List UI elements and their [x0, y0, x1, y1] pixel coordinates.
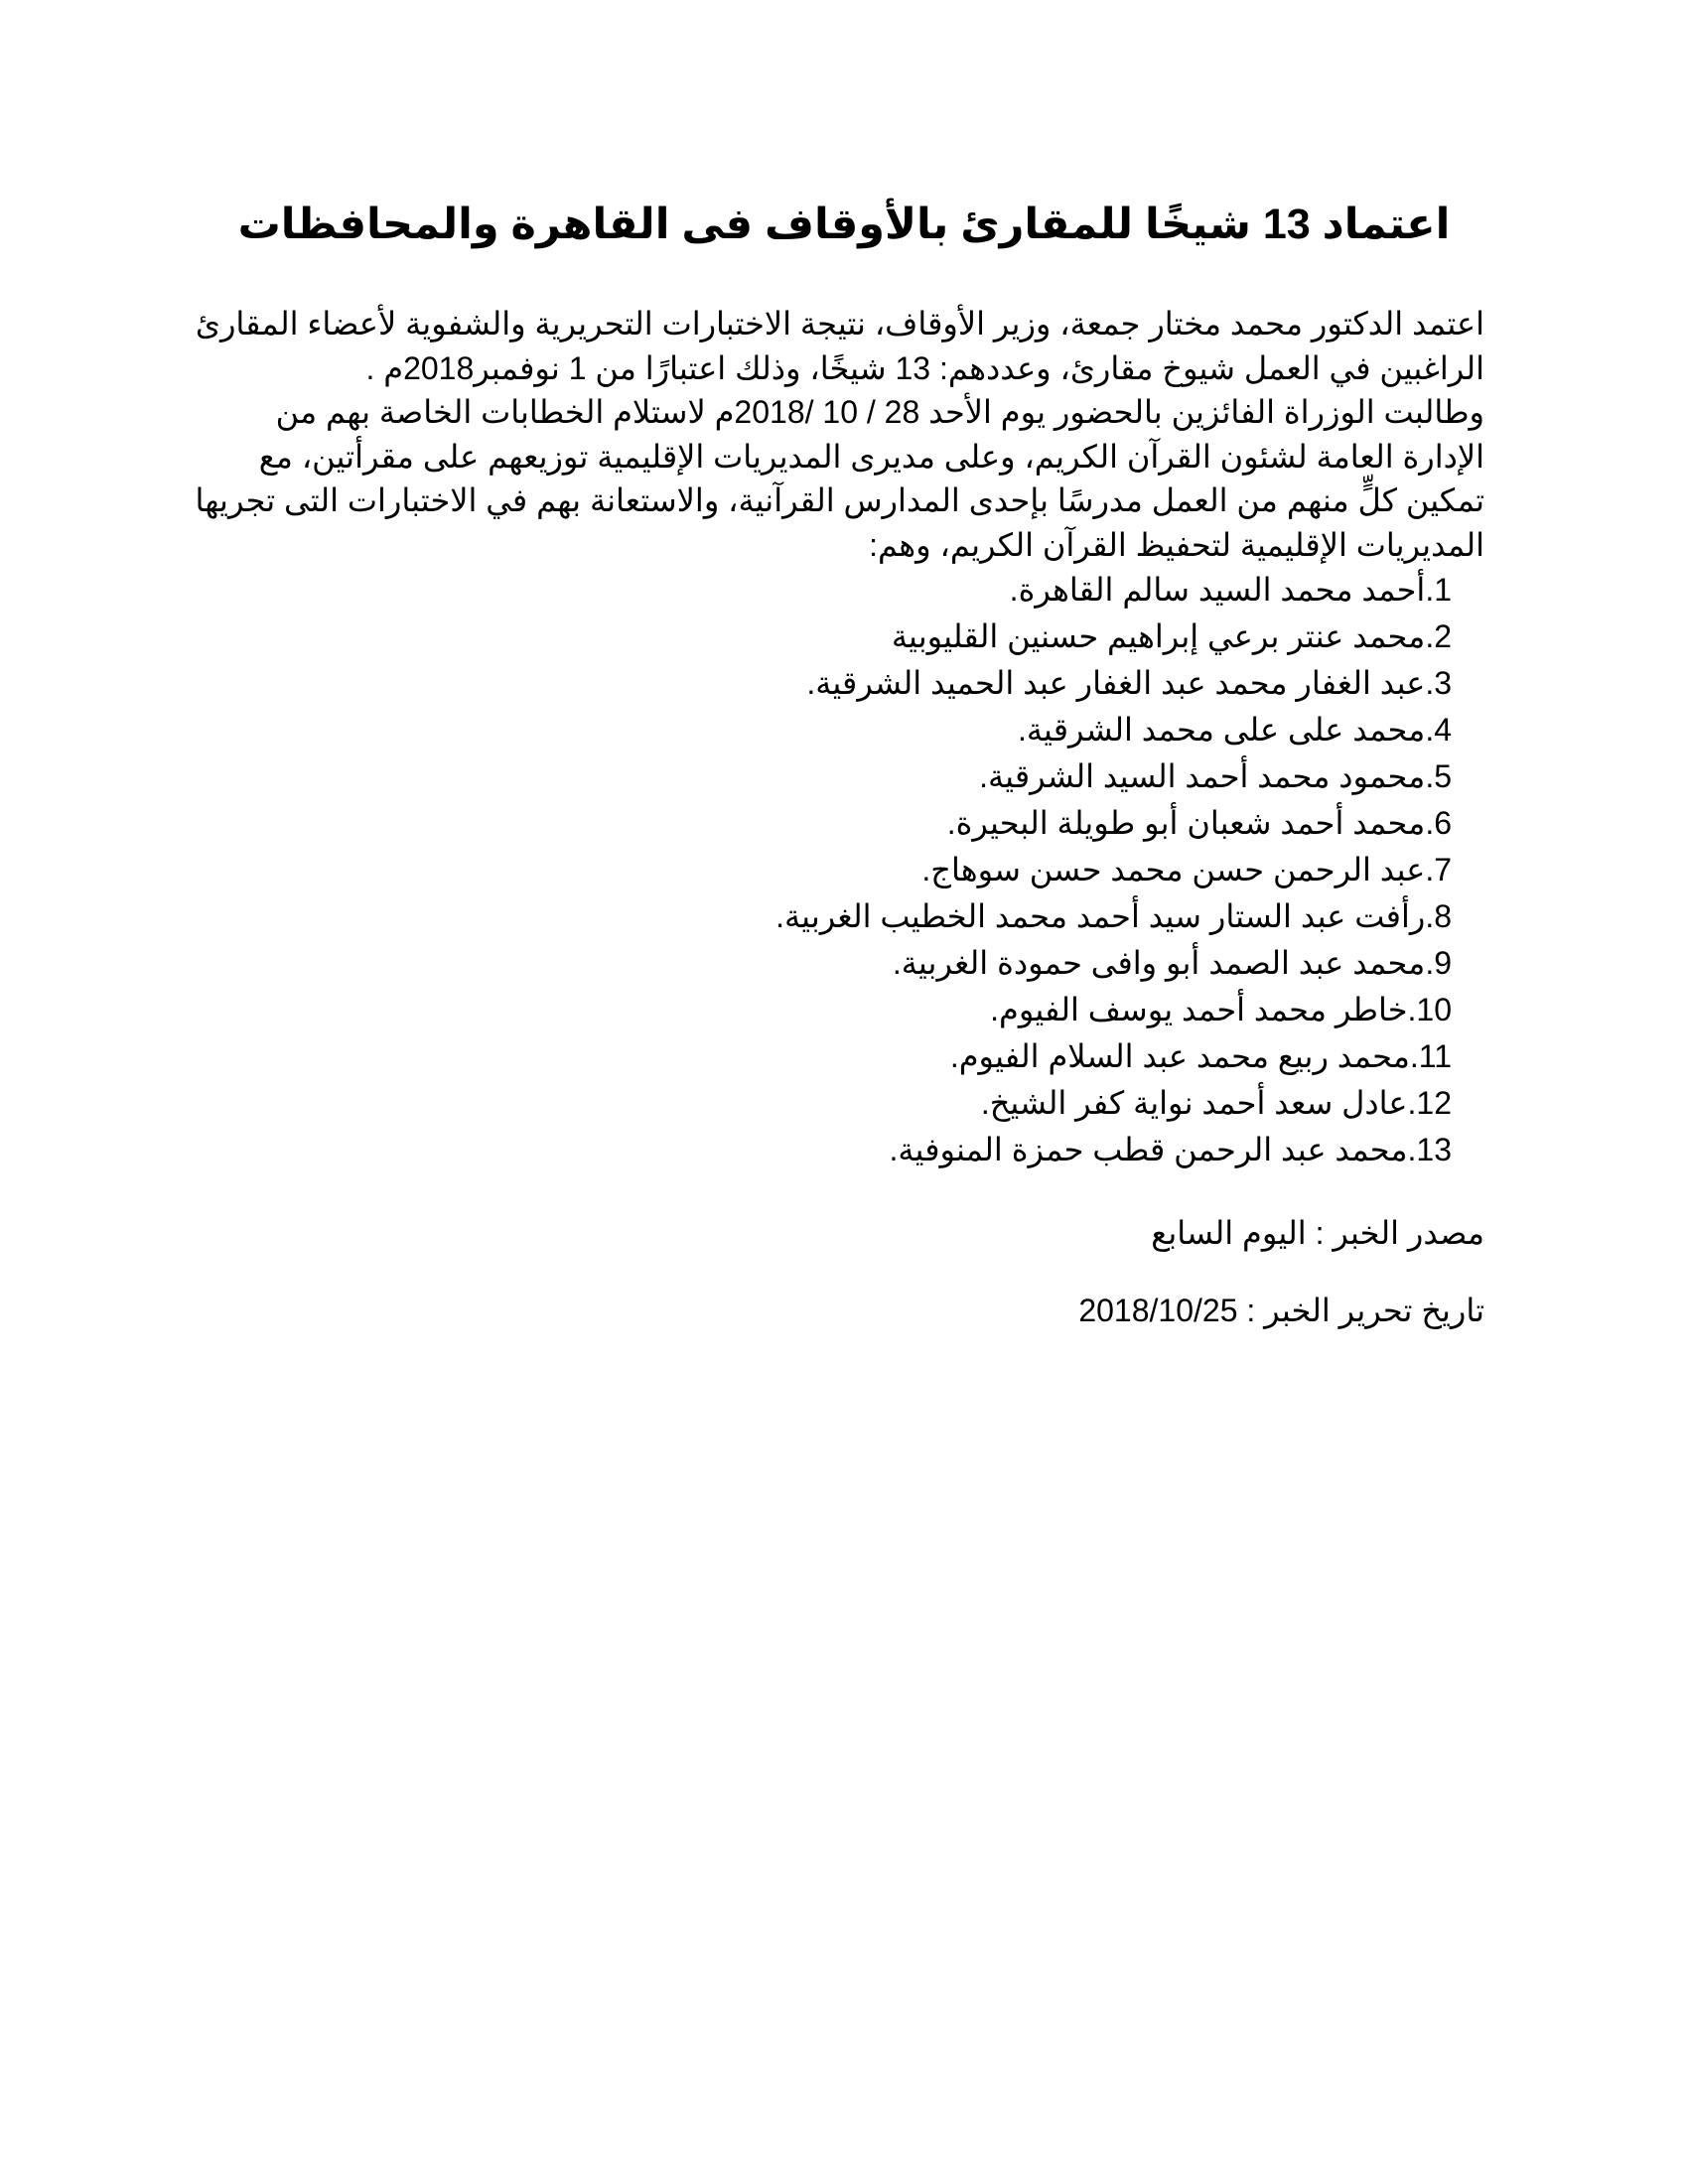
list-item-number: 13.: [1407, 1132, 1452, 1167]
list-item-number: 2.: [1425, 618, 1452, 654]
intro-paragraph: اعتمد الدكتور محمد مختار جمعة، وزير الأوقاف، نتيجة الاختبارات التحريرية والشفوية لأعضاء المقارئ الراغبين في العمل شيوخ مقارئ، وعددهم: 13 شيخًا، وذلك اعتبارًا من 1 نوفمبر2018م .: [195, 306, 1484, 386]
list-item-text: محمد ربيع محمد عبد السلام الفيوم.: [949, 1038, 1410, 1074]
list-item-number: 6.: [1425, 805, 1452, 841]
list-item: [194, 847, 1452, 893]
list-item: [194, 987, 1452, 1033]
list-item-number: 10.: [1407, 992, 1452, 1027]
list-item-text: عبد الغفار محمد عبد الغفار عبد الحميد الشرقية.: [806, 665, 1426, 701]
list-item-text: رأفت عبد الستار سيد أحمد محمد الخطيب الغربية.: [775, 898, 1426, 934]
list-item-text: عادل سعد أحمد نواية كفر الشيخ.: [980, 1085, 1408, 1121]
list-item-text: محمد عبد الصمد أبو وافى حمودة الغربية.: [892, 945, 1426, 981]
list-item-text: أحمد محمد السيد سالم القاهرة.: [1009, 572, 1426, 608]
list-item-number: 3.: [1425, 665, 1452, 701]
list-item: [194, 707, 1452, 753]
list-item-number: 1.: [1425, 572, 1452, 608]
list-item: [194, 567, 1452, 614]
article-body: [194, 302, 1484, 1332]
list-item-text: محمود محمد أحمد السيد الشرقية.: [979, 758, 1426, 794]
list-item: [194, 660, 1452, 707]
list-item-number: 9.: [1425, 945, 1452, 981]
list-item: [194, 753, 1452, 800]
list-item: [194, 1080, 1452, 1127]
list-item: [194, 893, 1452, 940]
list-item: [194, 1127, 1452, 1173]
list-item-text: محمد عبد الرحمن قطب حمزة المنوفية.: [889, 1132, 1408, 1167]
list-item-number: 7.: [1425, 852, 1452, 887]
list-item: [194, 940, 1452, 987]
list-item-text: محمد عنتر برعي إبراهيم حسنين القليوبية: [891, 618, 1426, 654]
list-item: [194, 614, 1452, 660]
article-title: اعتماد 13 شيخًا للمقارئ بالأوقاف فى القاهرة والمحافظات: [237, 201, 1451, 248]
names-list: [194, 567, 1484, 1173]
details-paragraph: وطالبت الوزراة الفائزين بالحضور يوم الأحد 28 / 10 /2018م لاستلام الخطابات الخاصة بهم من الإدارة العامة لشئون القرآن الكريم، وعلى مديرى المديريات الإقليمية توزيعهم على مقرأتين، مع تمكين كلٍّ منهم من العمل مدرسًا بإحدى المدارس القرآنية، والاستعانة بهم في الاختبارات التى تجريها المديريات الإقليمية لتحفيظ القرآن الكريم، وهم:: [195, 394, 1484, 563]
list-item-text: عبد الرحمن حسن محمد حسن سوهاج.: [921, 852, 1426, 887]
list-item: [194, 1033, 1452, 1080]
list-item-text: محمد أحمد شعبان أبو طويلة البحيرة.: [946, 805, 1426, 841]
list-item-number: 8.: [1425, 898, 1452, 934]
news-source: مصدر الخبر : اليوم السابع: [1151, 1215, 1484, 1251]
list-item-number: 4.: [1425, 712, 1452, 748]
list-item-text: خاطر محمد أحمد يوسف الفيوم.: [990, 992, 1408, 1027]
news-date: تاريخ تحرير الخبر : 2018/10/25: [1078, 1292, 1484, 1328]
list-item-number: 12.: [1407, 1085, 1452, 1121]
list-item: [194, 800, 1452, 847]
list-item-number: 11.: [1409, 1038, 1452, 1074]
list-item-text: محمد على على محمد الشرقية.: [1018, 712, 1426, 748]
list-item-number: 5.: [1425, 758, 1452, 794]
